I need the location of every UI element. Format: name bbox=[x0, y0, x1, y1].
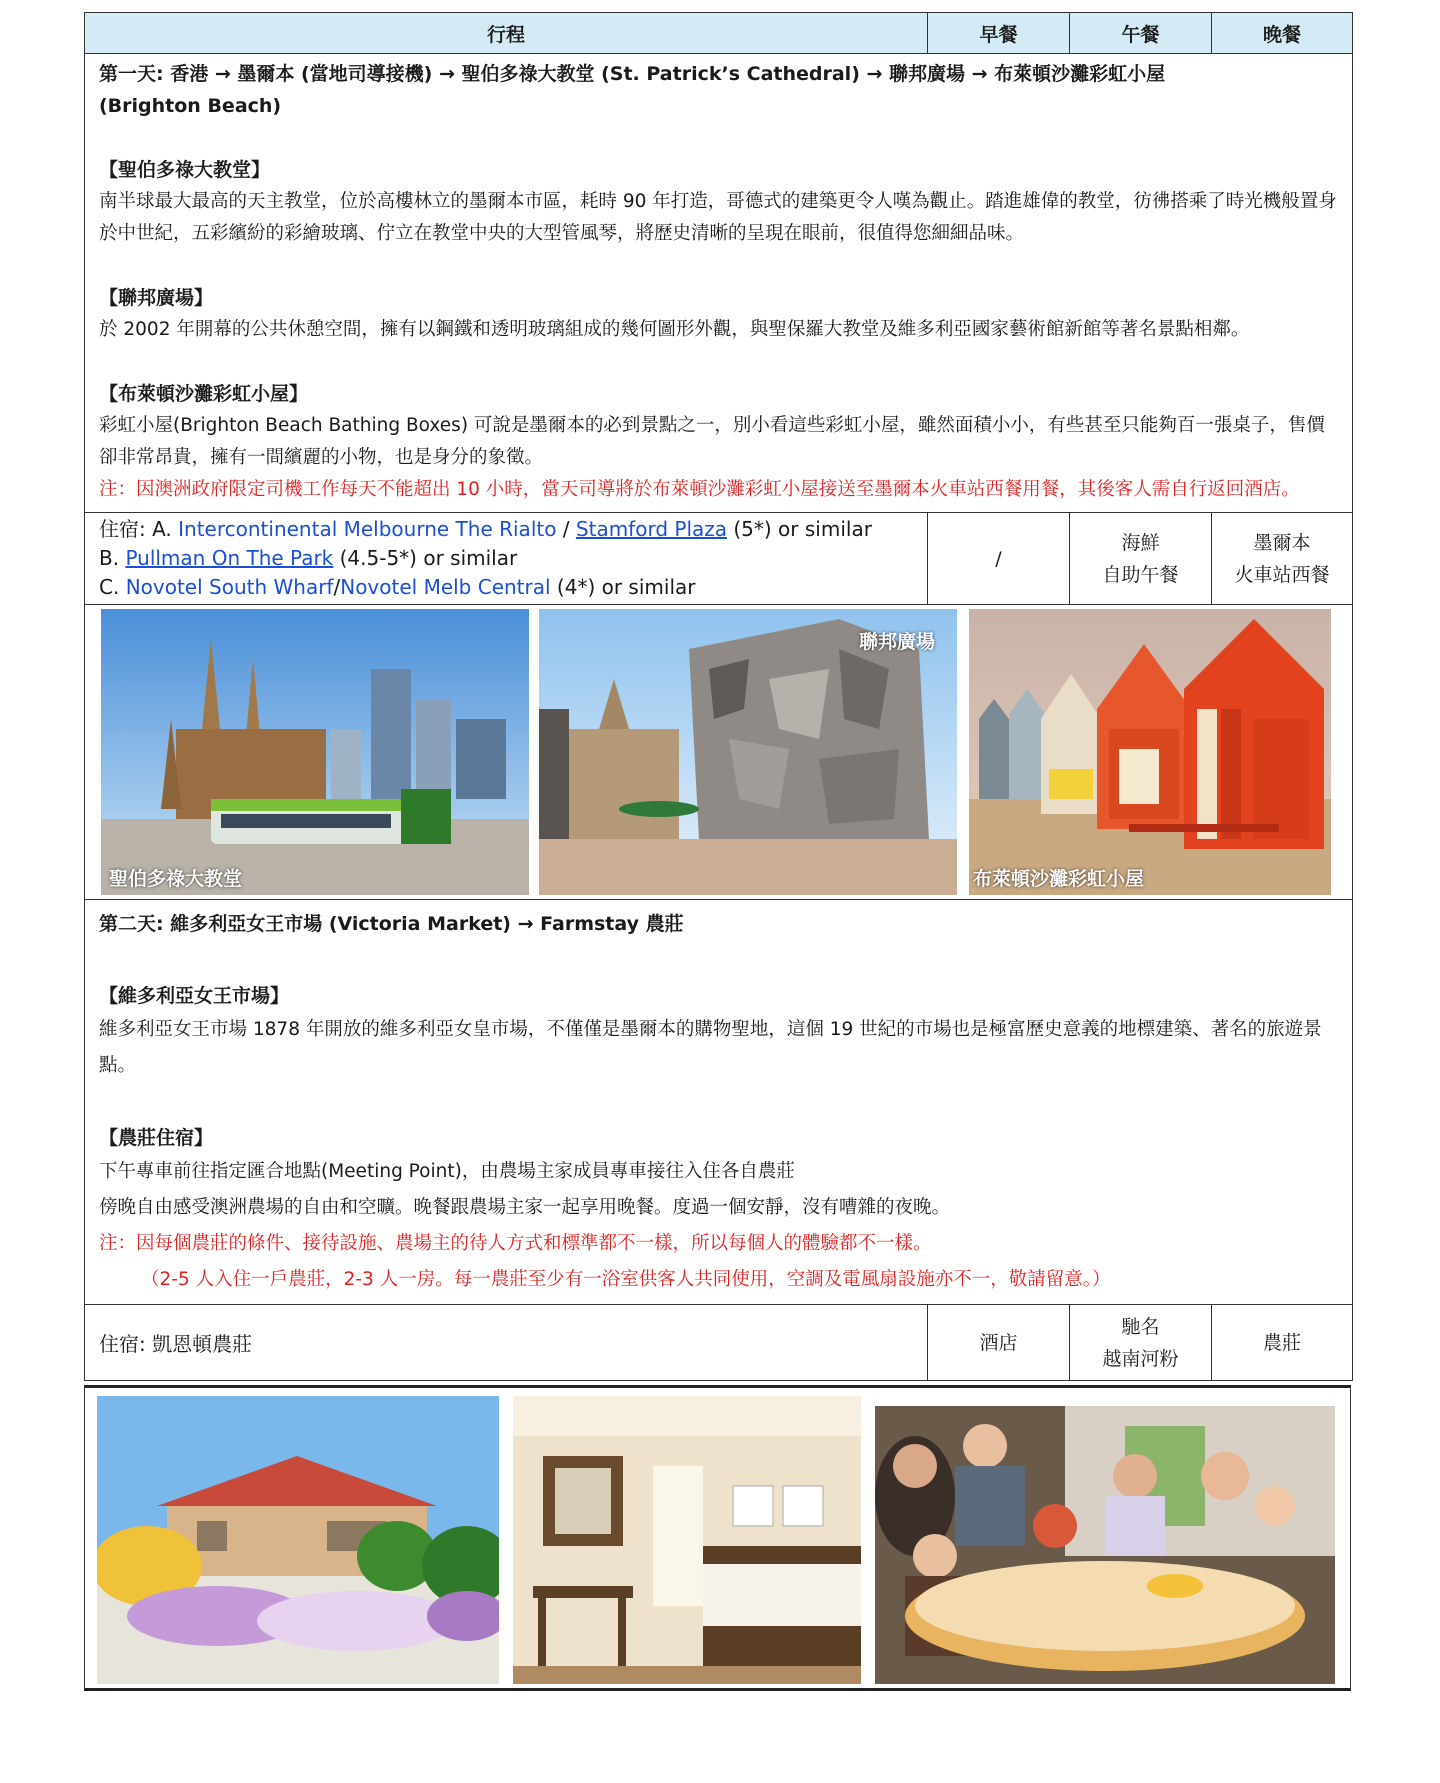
day1-dinner-line2: 火車站西餐 bbox=[1234, 563, 1330, 586]
hotel-option-c bbox=[99, 573, 913, 602]
day1-lunch-line1: 海鮮 bbox=[1121, 531, 1160, 554]
day1-lunch-line2: 自助午餐 bbox=[1102, 563, 1179, 586]
header-itinerary: 行程 bbox=[85, 13, 928, 54]
day1-lunch bbox=[1070, 513, 1212, 605]
section-title-federation-square: 【聯邦廣場】 bbox=[99, 287, 214, 309]
day1-title-line1: 第一天: 香港 → 墨爾本 (當地司導接機) → 聖伯多祿大教堂 (St. Patrick’s Cathedral) → 聯邦廣場 → 布萊頓沙灘彩虹小屋 bbox=[99, 63, 1166, 85]
caption-cathedral: 聖伯多祿大教堂 bbox=[109, 868, 243, 890]
hotel-link-pullman[interactable]: Pullman On The Park bbox=[125, 546, 334, 570]
section-body-farmstay-2: 傍晚自由感受澳洲農場的自由和空曠。晚餐跟農場主家一起享用晚餐。度過一個安靜，沒有嘈雜的夜晚。 bbox=[99, 1197, 951, 1218]
hotel-a-prefix: 住宿: A. bbox=[99, 517, 179, 541]
day1-photos-cell bbox=[85, 605, 1353, 900]
hotel-c-prefix: C. bbox=[99, 575, 126, 599]
section-title-victoria-market: 【維多利亞女王市場】 bbox=[99, 985, 290, 1007]
section-body-federation-square: 於 2002 年開幕的公共休憩空間，擁有以鋼鐵和透明玻璃組成的幾何圖形外觀，與聖保羅大教堂及維多利亞國家藝術館新館等著名景點相鄰。 bbox=[99, 319, 1250, 340]
day1-dinner-line1: 墨爾本 bbox=[1253, 531, 1311, 554]
hotel-option-a bbox=[99, 515, 913, 544]
day1-description bbox=[85, 54, 1353, 513]
section-body-cathedral: 南半球最大最高的天主教堂，位於高樓林立的墨爾本市區，耗時 90 年打造，哥德式的建築更令人嘆為觀止。踏進雄偉的教堂，彷彿搭乘了時光機般置身於中世紀，五彩繽紛的彩繪玻璃、佇立在教堂中央的大型管風琴，將歷史清晰的呈現在眼前，很值得您細細品味。 bbox=[99, 191, 1337, 244]
day2-photo-row bbox=[85, 1388, 1350, 1688]
itinerary-table bbox=[84, 12, 1353, 1381]
day1-hotel-cell bbox=[85, 513, 928, 605]
day1-note: 注：因澳洲政府限定司機工作每天不能超出 10 小時，當天司導將於布萊頓沙灘彩虹小屋接送至墨爾本火車站西餐用餐，其後客人需自行返回酒店。 bbox=[99, 479, 1300, 500]
hotel-c-suffix: (4*) or similar bbox=[550, 575, 696, 599]
day2-dinner: 農莊 bbox=[1212, 1305, 1353, 1381]
section-title-farmstay: 【農莊住宿】 bbox=[99, 1127, 214, 1149]
hotel-link-rialto[interactable]: Intercontinental Melbourne The Rialto bbox=[178, 517, 557, 541]
hotel-c-sep: / bbox=[333, 575, 341, 599]
day2-lunch-line1: 馳名 bbox=[1121, 1315, 1160, 1338]
day2-breakfast: 酒店 bbox=[928, 1305, 1070, 1381]
day2-photos-cell bbox=[84, 1385, 1351, 1691]
section-body-farmstay-1: 下午專車前往指定匯合地點(Meeting Point)，由農場主家成員專車接往入住各自農莊 bbox=[99, 1161, 795, 1182]
day2-description bbox=[85, 900, 1353, 1305]
photo-farmhouse bbox=[97, 1396, 499, 1684]
section-title-cathedral: 【聖伯多祿大教堂】 bbox=[99, 159, 271, 181]
day1-title-line2: (Brighton Beach) bbox=[99, 95, 282, 117]
hotel-link-stamford[interactable]: Stamford Plaza bbox=[575, 517, 728, 541]
header-lunch: 午餐 bbox=[1070, 13, 1212, 54]
hotel-link-novotel-central[interactable]: Novotel Melb Central bbox=[340, 575, 551, 599]
photo-family-dinner bbox=[875, 1406, 1335, 1684]
day1-title bbox=[99, 58, 1338, 122]
hotel-b-suffix: (4.5-5*) or similar bbox=[333, 546, 518, 570]
day1-breakfast: / bbox=[928, 513, 1070, 605]
header-breakfast: 早餐 bbox=[928, 13, 1070, 54]
day2-note-1: 注：因每個農莊的條件、接待設施、農場主的待人方式和標準都不一樣，所以每個人的體驗都不一樣。 bbox=[99, 1233, 932, 1254]
hotel-option-b bbox=[99, 544, 913, 573]
photo-bathing-boxes bbox=[969, 609, 1331, 895]
section-body-bathing-boxes: 彩虹小屋(Brighton Beach Bathing Boxes) 可說是墨爾本的必到景點之一，別小看這些彩虹小屋，雖然面積小小，有些甚至只能夠百一張桌子，售價卻非常昂貴，擁有一間繽麗的小物，也是身分的象徵。 bbox=[99, 415, 1325, 468]
day2-lunch bbox=[1070, 1305, 1212, 1381]
day1-dinner bbox=[1212, 513, 1353, 605]
hotel-link-novotel-south-wharf[interactable]: Novotel South Wharf bbox=[125, 575, 334, 599]
header-dinner: 晚餐 bbox=[1212, 13, 1353, 54]
photo-federation-square bbox=[539, 609, 957, 895]
photo-cathedral bbox=[101, 609, 529, 895]
day2-title: 第二天: 維多利亞女王市場 (Victoria Market) → Farmstay 農莊 bbox=[99, 913, 684, 935]
caption-federation-square: 聯邦廣場 bbox=[858, 631, 935, 653]
day2-hotel: 住宿: 凱恩頓農莊 bbox=[85, 1305, 928, 1381]
hotel-b-prefix: B. bbox=[99, 546, 126, 570]
section-body-victoria-market: 維多利亞女王市場 1878 年開放的維多利亞女皇市場，不僅僅是墨爾本的購物聖地，這個 19 世紀的市場也是極富歷史意義的地標建築、著名的旅遊景點。 bbox=[99, 1019, 1322, 1076]
day2-lunch-line2: 越南河粉 bbox=[1102, 1347, 1179, 1370]
caption-bathing-boxes: 布萊頓沙灘彩虹小屋 bbox=[973, 868, 1145, 890]
itinerary-sheet bbox=[84, 12, 1352, 1691]
hotel-a-suffix: (5*) or similar bbox=[727, 517, 872, 541]
day2-note-2: （2-5 人入住一戶農莊，2-3 人一房。每一農莊至少有一浴室供客人共同使用，空調及電風扇設施亦不一，敬請留意。） bbox=[141, 1269, 1111, 1290]
photo-bedroom bbox=[513, 1396, 861, 1684]
hotel-a-sep: / bbox=[556, 517, 576, 541]
day1-photo-row bbox=[85, 605, 1352, 899]
section-title-bathing-boxes: 【布萊頓沙灘彩虹小屋】 bbox=[99, 383, 309, 405]
